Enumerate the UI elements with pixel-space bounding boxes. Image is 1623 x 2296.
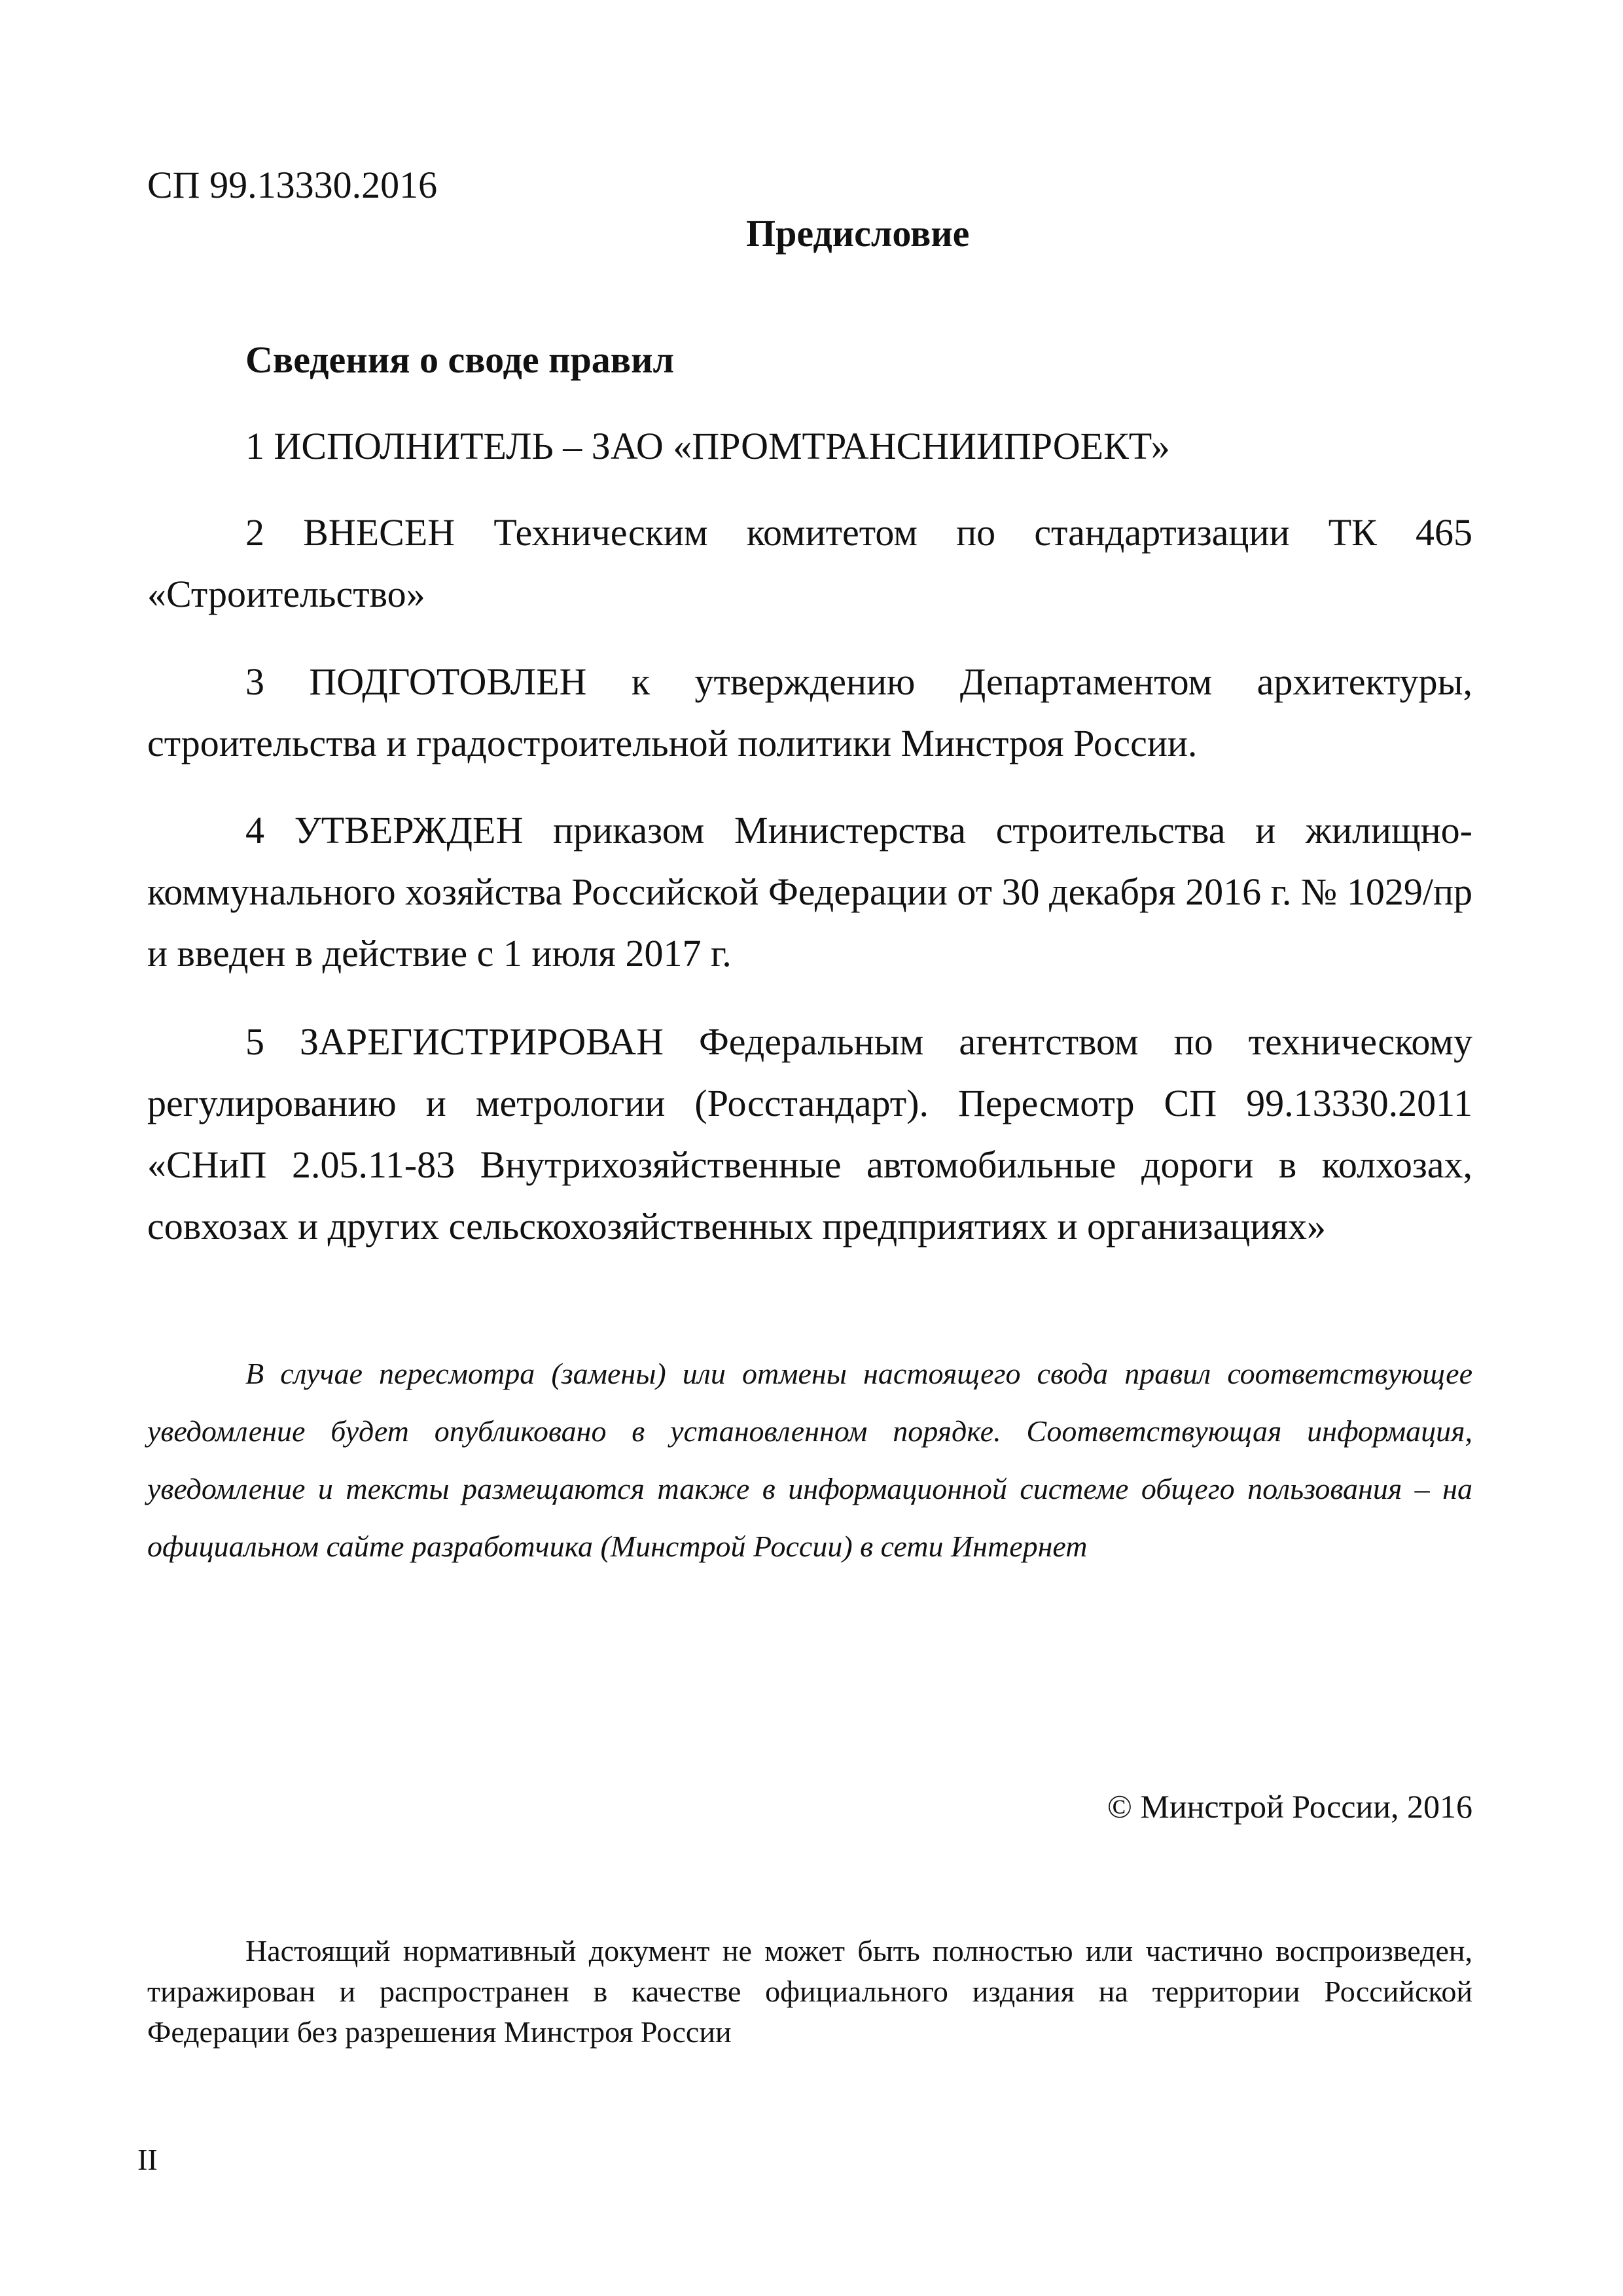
preface-item-2: 2 ВНЕСЕН Техническим комитетом по стандартизации ТК 465 «Строительство» <box>147 511 1472 615</box>
preface-item-3: 3 ПОДГОТОВЛЕН к утверждению Департаментом архитектуры, строительства и градостроительной политики Минстроя России. <box>147 660 1472 764</box>
preface-title: Предисловие <box>746 212 970 255</box>
document-code: СП 99.13330.2016 <box>147 164 438 206</box>
revision-notice: В случае пересмотра (замены) или отмены настоящего свода правил соответствующее уведомление будет опубликовано в установленном порядке. Соответствующая информация, уведомление и тексты размещаются также в информационной системе общего пользования – на официальном сайте разработчика (Минстрой России) в сети Интернет <box>147 1357 1472 1563</box>
page-number: II <box>137 2143 158 2176</box>
preface-item-5: 5 ЗАРЕГИСТРИРОВАН Федеральным агентством по техническому регулированию и метрологии (Росстандарт). Пересмотр СП 99.13330.2011 «СНиП 2.05.11-83 Внутрихозяйственные автомобильные дороги в колхозах, совхозах и других сельскохозяйственных предприятиях и организациях» <box>147 1020 1472 1247</box>
section-heading: Сведения о своде правил <box>245 338 675 381</box>
reproduction-notice: Настоящий нормативный документ не может быть полностью или частично воспроизведен, тиражирован и распространен в качестве официального издания на территории Российской Федерации без разрешения Минстроя России <box>147 1934 1472 2049</box>
preface-item-4: 4 УТВЕРЖДЕН приказом Министерства строительства и жилищно-коммунального хозяйства Российской Федерации от 30 декабря 2016 г. № 1029/пр и введен в действие с 1 июля 2017 г. <box>147 809 1472 975</box>
copyright-line: © Минстрой России, 2016 <box>1107 1788 1472 1825</box>
preface-item-1: 1 ИСПОЛНИТЕЛЬ – ЗАО «ПРОМТРАНСНИИПРОЕКТ» <box>245 425 1170 467</box>
